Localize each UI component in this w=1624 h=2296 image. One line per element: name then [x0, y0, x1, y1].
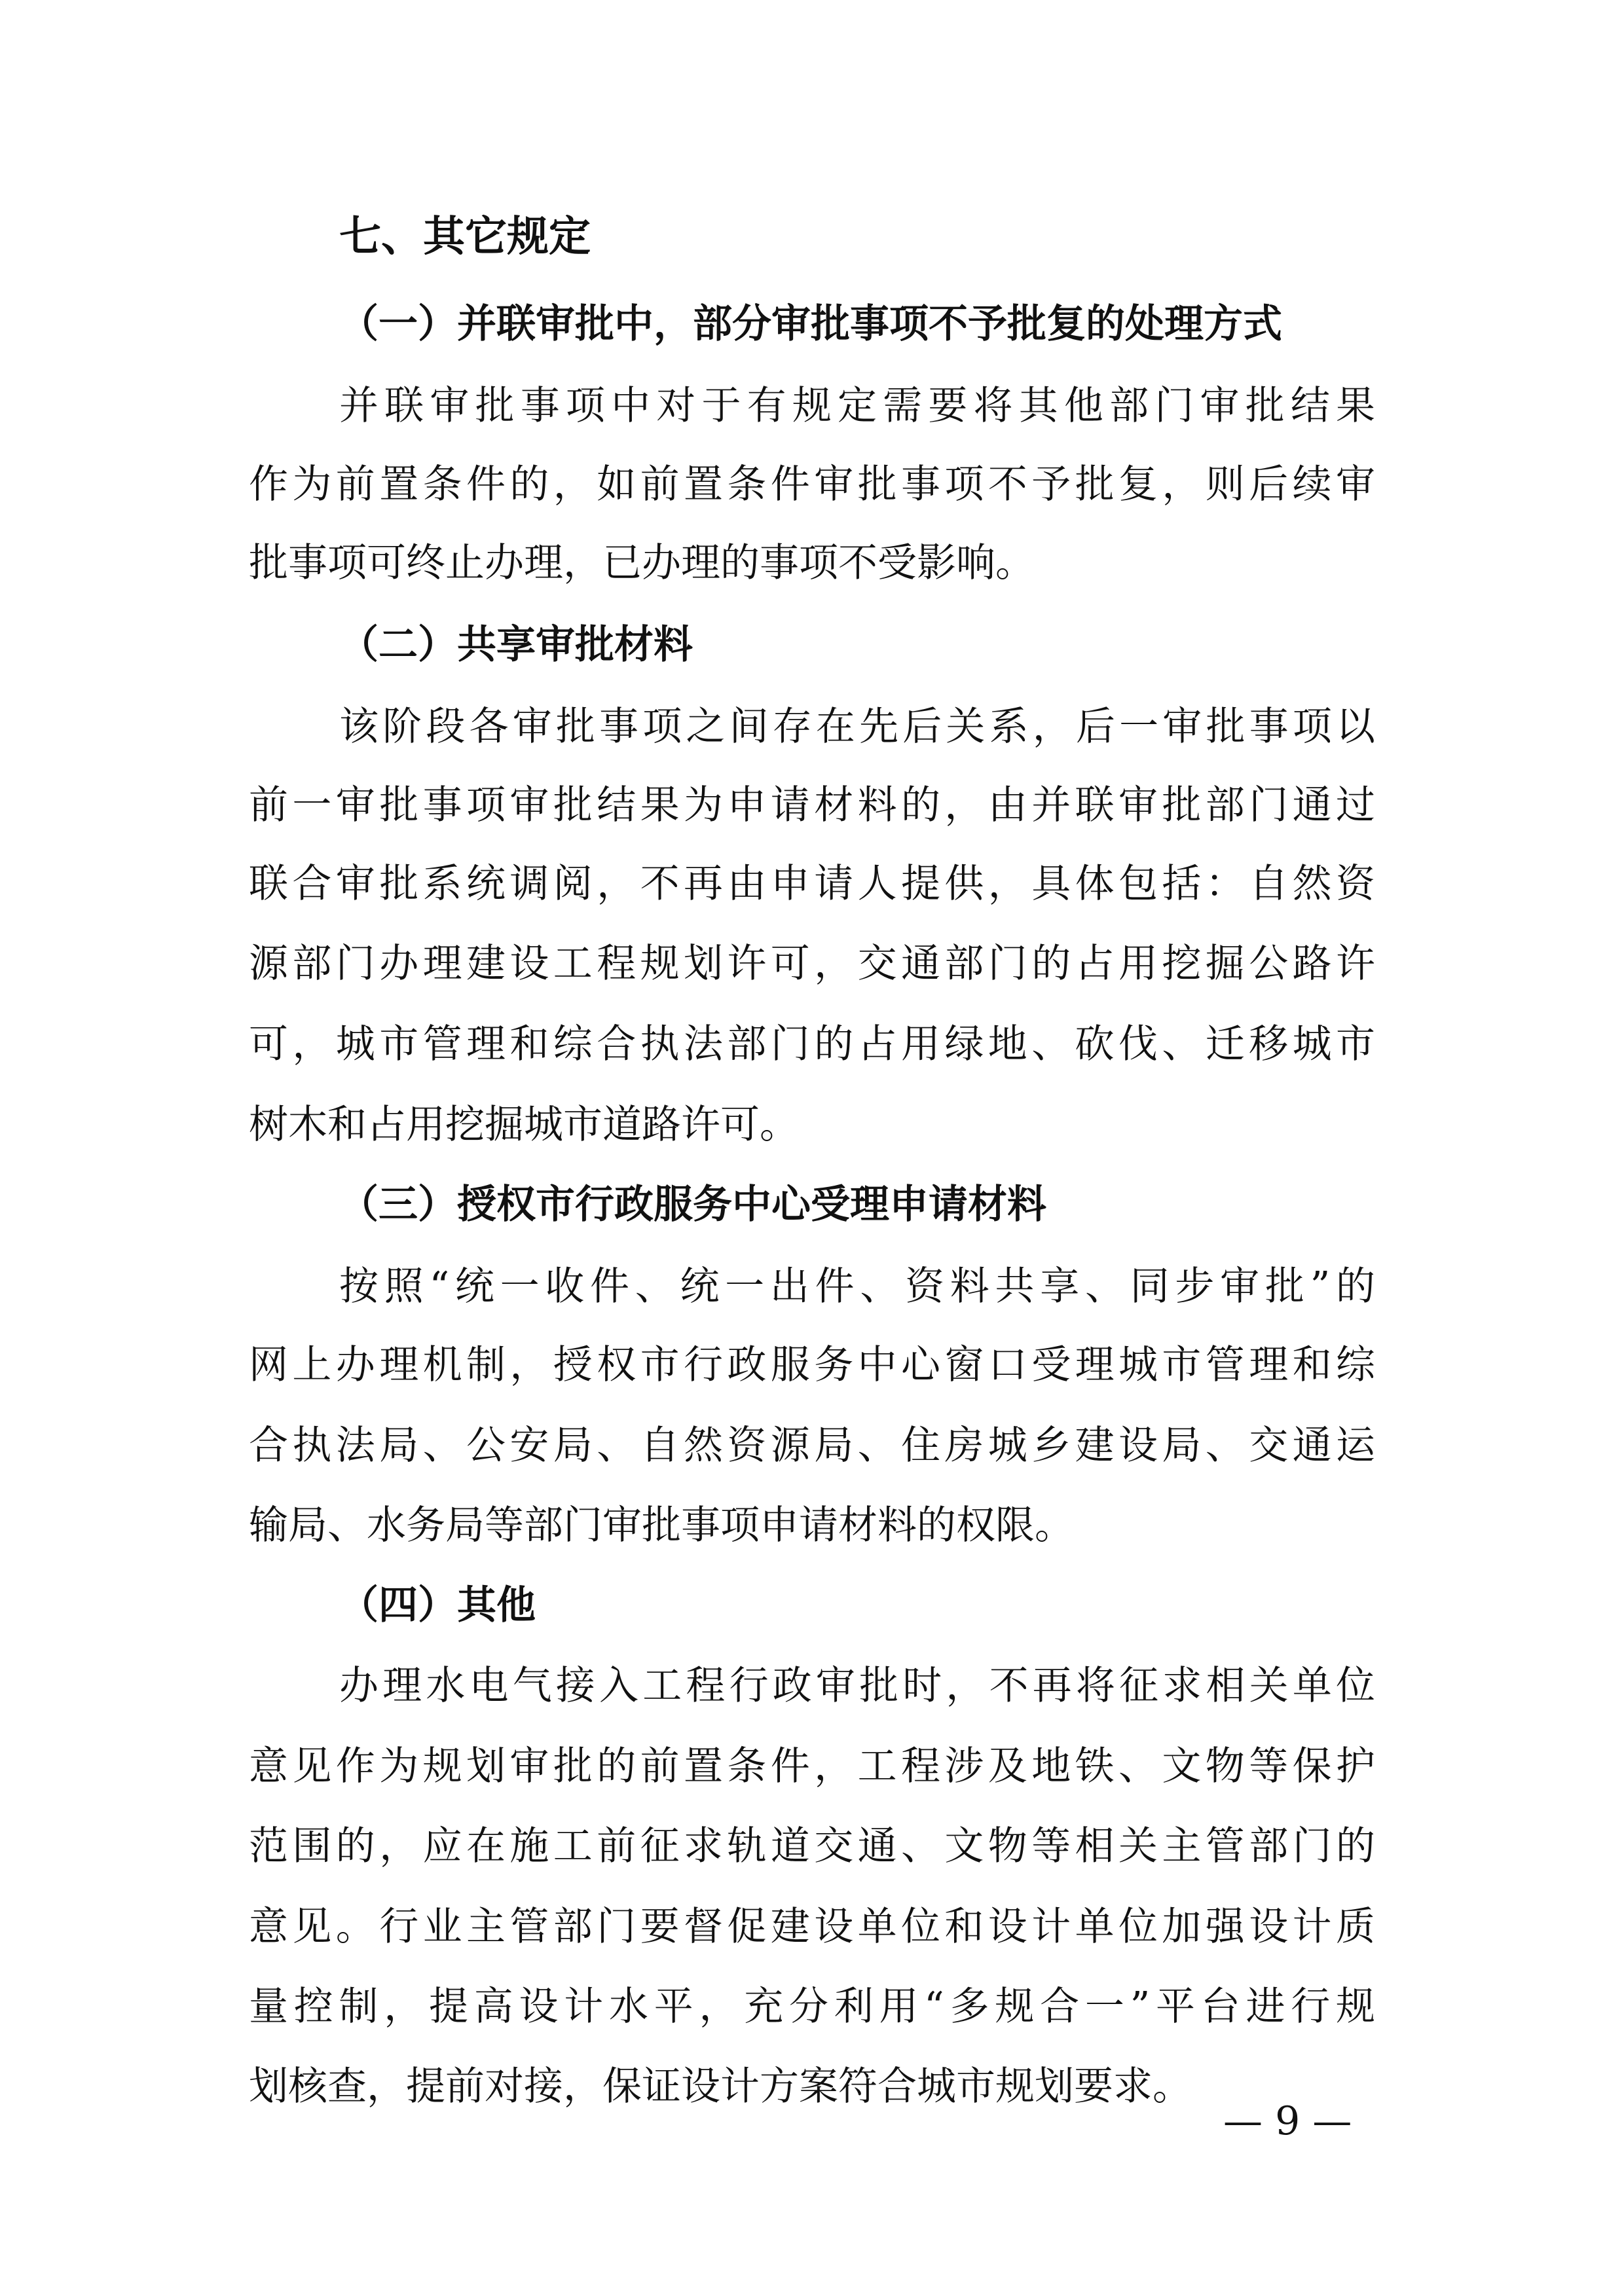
paragraph-line: 划核查，提前对接，保证设计方案符合城市规划要求。	[249, 2064, 1192, 2109]
paragraph-line: 源部门办理建设工程规划许可，交通部门的占用挖掘公路许	[249, 941, 1375, 987]
paragraph-line: 意见。行业主管部门要督促建设单位和设计单位加强设计质	[249, 1904, 1375, 1950]
paragraph-line: 批事项可终止办理，已办理的事项不受影响。	[249, 540, 1035, 586]
paragraph-line: 按照“统一收件、统一出件、资料共享、同步审批”的	[339, 1264, 1375, 1309]
paragraph-line: 输局、水务局等部门审批事项申请材料的权限。	[249, 1503, 1074, 1548]
paragraph-line: 树木和占用挖掘城市道路许可。	[249, 1102, 799, 1148]
paragraph-line: 范围的，应在施工前征求轨道交通、文物等相关主管部门的	[249, 1823, 1375, 1869]
paragraph-line: 作为前置条件的，如前置条件审批事项不予批复，则后续审	[249, 462, 1375, 507]
paragraph-line: 联合审批系统调阅，不再由申请人提供，具体包括：自然资	[249, 861, 1375, 907]
paragraph-line: 前一审批事项审批结果为申请材料的，由并联审批部门通过	[249, 782, 1375, 828]
paragraph-line: 该阶段各审批事项之间存在先后关系，后一审批事项以	[339, 704, 1375, 750]
paragraph-line: 并联审批事项中对于有规定需要将其他部门审批结果	[339, 383, 1375, 429]
subsection-heading-1: （一）并联审批中，部分审批事项不予批复的处理方式	[339, 301, 1282, 347]
subsection-heading-3: （三）授权市行政服务中心受理申请材料	[339, 1182, 1046, 1228]
paragraph-line: 合执法局、公安局、自然资源局、住房城乡建设局、交通运	[249, 1423, 1375, 1468]
subsection-heading-2: （二）共享审批材料	[339, 622, 693, 668]
paragraph-line: 量控制，提高设计水平，充分利用“多规合一”平台进行规	[249, 1984, 1375, 2030]
section-heading: 七、其它规定	[339, 213, 591, 261]
subsection-heading-4: （四）其他	[339, 1582, 536, 1628]
paragraph-line: 网上办理机制，授权市行政服务中心窗口受理城市管理和综	[249, 1342, 1375, 1388]
page-number: — 9 —	[1223, 2098, 1352, 2144]
paragraph-line: 可，城市管理和综合执法部门的占用绿地、砍伐、迁移城市	[249, 1021, 1375, 1067]
paragraph-line: 办理水电气接入工程行政审批时，不再将征求相关单位	[339, 1663, 1375, 1709]
paragraph-line: 意见作为规划审批的前置条件，工程涉及地铁、文物等保护	[249, 1743, 1375, 1789]
